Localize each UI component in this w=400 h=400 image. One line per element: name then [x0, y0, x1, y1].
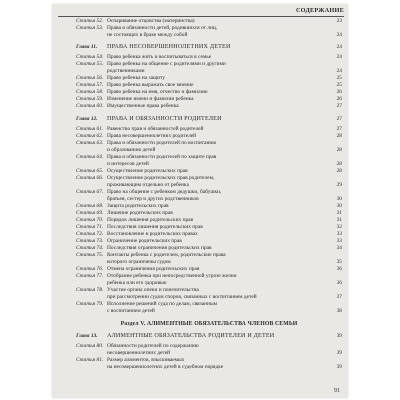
article-label: Статья 75. — [76, 252, 104, 258]
entry-page-number: 25 — [336, 75, 342, 81]
entry-page-number: 28 — [336, 168, 342, 174]
entry-title: Обязанности родителей по содержанию — [107, 343, 199, 349]
entry-title: родственниками — [107, 68, 145, 74]
entry-title: Восстановление в родительских правах — [107, 231, 198, 237]
article-label: Статья 61. — [76, 126, 104, 132]
section-heading: Раздел V. АЛИМЕНТНЫЕ ОБЯЗАТЕЛЬСТВА ЧЛЕНОВ СЕМЬИ — [120, 321, 298, 327]
entry-page-number: 39 — [336, 350, 342, 356]
entry-page-number: 26 — [336, 96, 342, 102]
entry-page-number: 25 — [336, 82, 342, 88]
page-number: 91 — [334, 388, 340, 394]
article-label: Статья 56. — [76, 75, 104, 81]
entry-page-number: 36 — [336, 280, 342, 286]
chapter-label: Глава 13. — [76, 333, 98, 339]
entry-title: на несовершеннолетних детей в судебном порядке — [107, 364, 224, 370]
article-label: Статья 76. — [76, 266, 104, 272]
article-label: Статья 66. — [76, 175, 104, 181]
entry-page-number: 27 — [336, 126, 342, 132]
article-label: Статья 70. — [76, 217, 104, 223]
entry-title: Порядок лишения родительских прав — [107, 217, 194, 223]
article-label: Статья 74. — [76, 245, 104, 251]
article-label: Статья 73. — [76, 238, 104, 244]
entry-page-number: 37 — [336, 294, 342, 300]
article-label: Статья 77. — [76, 273, 104, 279]
entry-page-number: 24 — [336, 54, 342, 60]
entry-title: Защита родительских прав — [107, 203, 169, 209]
article-label: Статья 72. — [76, 231, 104, 237]
article-label: Статья 65. — [76, 168, 104, 174]
entry-page-number: 28 — [336, 161, 342, 167]
article-label: Статья 80. — [76, 343, 104, 349]
entry-title: Осуществление родительских прав — [107, 168, 188, 174]
entry-title: Участие органа опеки и попечительства — [107, 287, 199, 293]
entry-page-number: 28 — [336, 147, 342, 153]
entry-title: Контакты ребенка с родителем, родительские права — [107, 252, 226, 258]
entry-title: Права и обязанности родителей по защите прав — [107, 154, 217, 160]
entry-title: с воспитанием детей — [107, 308, 155, 314]
entry-title: Право ребенка на общение с родителями и другими — [107, 61, 226, 67]
entry-title: и образованию детей — [107, 147, 156, 153]
entry-page-number: 30 — [336, 196, 342, 202]
entry-page-number: 36 — [336, 266, 342, 272]
entry-title: Осуществление родительских прав родителем, — [107, 175, 215, 181]
entry-page-number: 31 — [336, 210, 342, 216]
article-label: Статья 52. — [76, 18, 104, 24]
article-label: Статья 79. — [76, 301, 104, 307]
entry-title: Равенство прав и обязанностей родителей — [107, 126, 204, 132]
entry-title: проживающим отдельно от ребенка — [107, 182, 189, 188]
article-label: Статья 60. — [76, 103, 104, 109]
article-label: Статья 71. — [76, 224, 104, 230]
entry-title: и интересов детей — [107, 161, 149, 167]
article-label: Статья 64. — [76, 154, 104, 160]
entry-title: Имущественные права ребенка — [107, 103, 179, 109]
entry-title: Право ребенка жить и воспитываться в семье — [107, 54, 212, 60]
article-label: Статья 57. — [76, 82, 104, 88]
header-rule — [58, 16, 344, 17]
article-label: Статья 53. — [76, 25, 104, 31]
entry-title: ПРАВА НЕСОВЕРШЕННОЛЕТНИХ ДЕТЕЙ — [107, 44, 231, 50]
entry-page-number: 39 — [336, 333, 342, 339]
entry-page-number: 38 — [336, 308, 342, 314]
entry-title: Права и обязанности родителей по воспитанию — [107, 140, 217, 146]
entry-page-number: 34 — [336, 245, 342, 251]
article-label: Статья 69. — [76, 210, 104, 216]
article-label: Статья 67. — [76, 189, 104, 195]
entry-title: Последствия лишения родительских прав — [107, 224, 203, 230]
entry-title: Ограничение родительских прав — [107, 238, 182, 244]
entry-title: Отмена ограничения родительских прав — [107, 266, 200, 272]
entry-title: Право ребенка на защиту — [107, 75, 166, 81]
entry-page-number: 27 — [336, 116, 342, 122]
entry-page-number: 23 — [336, 18, 342, 24]
article-label: Статья 59. — [76, 96, 104, 102]
entry-title: при рассмотрении судом споров, связанных с воспитанием детей — [107, 294, 257, 300]
article-label: Статья 68. — [76, 203, 104, 209]
chapter-label: Глава 12. — [76, 116, 98, 122]
running-header: СОДЕРЖАНИЕ — [295, 7, 344, 14]
entry-title: не состоящих в браке между собой — [107, 32, 188, 38]
entry-title: Оспаривание отцовства (материнства) — [107, 18, 195, 24]
entry-title: Право на общение с ребенком дедушки, бабушки, — [107, 189, 222, 195]
entry-page-number: 32 — [336, 224, 342, 230]
entry-title: ребенка или его здоровью — [107, 280, 167, 286]
entry-title: Право ребенка на имя, отчество и фамилию — [107, 89, 208, 95]
entry-title: Права и обязанности детей, родившихся от лиц, — [107, 25, 218, 31]
entry-page-number: 33 — [336, 231, 342, 237]
article-label: Статья 78. — [76, 287, 104, 293]
entry-title: Последствия ограничения родительских прав — [107, 245, 212, 251]
entry-page-number: 26 — [336, 89, 342, 95]
entry-title: Права несовершеннолетних родителей — [107, 133, 197, 139]
article-label: Статья 58. — [76, 89, 104, 95]
entry-page-number: 24 — [336, 44, 342, 50]
entry-page-number: 24 — [336, 32, 342, 38]
entry-page-number: 27 — [336, 103, 342, 109]
article-label: Статья 63. — [76, 140, 104, 146]
article-label: Статья 62. — [76, 133, 104, 139]
article-label: Статья 81. — [76, 357, 104, 363]
article-label: Статья 55. — [76, 61, 104, 67]
entry-title: Исполнение решений суда по делам, связанным — [107, 301, 217, 307]
entry-page-number: 24 — [336, 68, 342, 74]
entry-title: АЛИМЕНТНЫЕ ОБЯЗАТЕЛЬСТВА РОДИТЕЛЕЙ И ДЕТЕЙ — [107, 333, 275, 339]
entry-title: несовершеннолетних детей — [107, 350, 171, 356]
article-label: Статья 54. — [76, 54, 104, 60]
entry-title: ПРАВА И ОБЯЗАННОСТИ РОДИТЕЛЕЙ — [107, 116, 222, 122]
entry-title: которого ограничены судом — [107, 259, 171, 265]
entry-page-number: 31 — [336, 217, 342, 223]
entry-page-number: 30 — [336, 203, 342, 209]
entry-title: Лишение родительских прав — [107, 210, 173, 216]
entry-page-number: 33 — [336, 238, 342, 244]
entry-title: Размер алиментов, взыскиваемых — [107, 357, 185, 363]
chapter-label: Глава 11. — [76, 44, 98, 50]
entry-title: Изменение имени и фамилии ребенка — [107, 96, 194, 102]
entry-page-number: 29 — [336, 182, 342, 188]
entry-page-number: 35 — [336, 259, 342, 265]
entry-page-number: 39 — [336, 364, 342, 370]
entry-title: Право ребенка выражать свое мнение — [107, 82, 194, 88]
entry-title: братьев, сестер и других родственников — [107, 196, 199, 202]
entry-title: Отобрание ребенка при непосредственной угрозе жизни — [107, 273, 237, 279]
book-page — [52, 4, 348, 398]
entry-page-number: 28 — [336, 133, 342, 139]
